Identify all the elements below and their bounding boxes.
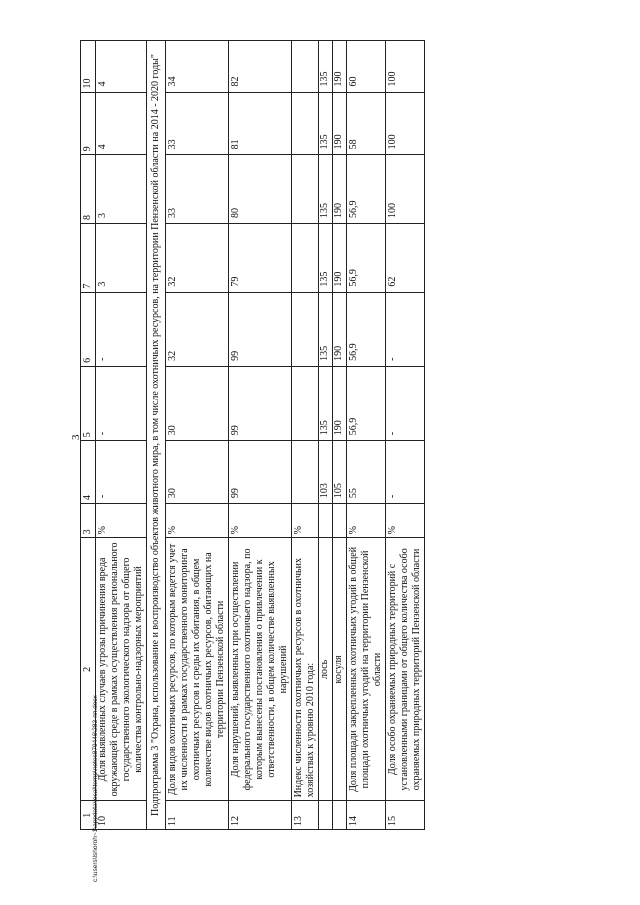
file-path-footer: c:\users\lshoroh~1\appdata\local\temp\notes879446\283-пп.docx <box>92 695 99 882</box>
row-number: 11 <box>166 801 229 830</box>
value-cell: 190 <box>333 224 347 293</box>
value-cell: 103 <box>319 441 333 504</box>
row-number: 14 <box>347 801 386 830</box>
indicator-name: Доля особо охраняемых природных территорий с установленными границами от общего количества особо охраняемых природных территорий Пензенской области <box>386 538 425 801</box>
unit-cell: % <box>96 504 147 538</box>
value-cell: 135 <box>319 155 333 224</box>
col-header-5: 5 <box>81 366 96 440</box>
table-row-10 <box>96 41 147 830</box>
value-cell: 30 <box>166 441 229 504</box>
col-header-6: 6 <box>81 292 96 366</box>
value-cell: - <box>96 441 147 504</box>
row-number: 12 <box>229 801 292 830</box>
table-subrow-roe-deer <box>333 41 347 830</box>
indicator-name: Доля нарушений, выявленных при осуществлении федерального государственного охотничьего надзора, по которым вынесены постановления о привлечении к ответственности, в общем количестве выявленных нарушений <box>229 538 292 801</box>
col-header-1: 1 <box>81 801 96 830</box>
value-cell: 135 <box>319 292 333 366</box>
value-cell: 58 <box>347 92 386 155</box>
indicator-name: Индекс численности охотничьих ресурсов в охотничьих хозяйствах к уровню 2010 года: <box>292 538 319 801</box>
value-cell: 33 <box>166 92 229 155</box>
value-cell: 100 <box>386 92 425 155</box>
value-cell: 82 <box>229 41 292 93</box>
table-row-11 <box>166 41 229 830</box>
value-cell: 105 <box>333 441 347 504</box>
unit-cell: % <box>386 504 425 538</box>
value-cell: 99 <box>229 441 292 504</box>
value-cell: 135 <box>319 92 333 155</box>
col-header-4: 4 <box>81 441 96 504</box>
table-row-13 <box>292 41 319 830</box>
value-cell: 190 <box>333 366 347 440</box>
subprogram-row <box>147 41 166 830</box>
col-header-3: 3 <box>81 504 96 538</box>
table-subrow-moose <box>319 41 333 830</box>
value-cell: 3 <box>96 155 147 224</box>
value-cell: 135 <box>319 224 333 293</box>
value-cell: 99 <box>229 366 292 440</box>
value-cell: 30 <box>166 366 229 440</box>
rotated-page-content <box>80 40 530 830</box>
value-cell: 56,9 <box>347 292 386 366</box>
value-cell: - <box>96 292 147 366</box>
unit-cell: % <box>229 504 292 538</box>
value-cell: 4 <box>96 92 147 155</box>
table-row-15 <box>386 41 425 830</box>
row-number: 15 <box>386 801 425 830</box>
value-cell: 4 <box>96 41 147 93</box>
value-cell: 100 <box>386 155 425 224</box>
value-cell: 100 <box>386 41 425 93</box>
value-cell: 33 <box>166 155 229 224</box>
indicator-name: Доля площади закрепленных охотничьих угодий в общей площади охотничьих угодий на территории Пензенской области <box>347 538 386 801</box>
value-cell: 3 <box>96 224 147 293</box>
col-header-10: 10 <box>81 41 96 93</box>
value-cell: - <box>96 366 147 440</box>
value-cell: 56,9 <box>347 366 386 440</box>
value-cell: 190 <box>333 92 347 155</box>
value-cell: 99 <box>229 292 292 366</box>
value-cell: - <box>386 292 425 366</box>
species-label: лось <box>319 538 333 801</box>
value-cell: 80 <box>229 155 292 224</box>
value-cell: 34 <box>166 41 229 93</box>
unit-cell: % <box>292 504 319 538</box>
table-row-14 <box>347 41 386 830</box>
value-cell: 32 <box>166 224 229 293</box>
page-number: 3 <box>70 434 82 440</box>
indicator-name: Доля выявленных случаев угрозы причинения вреда окружающей среде в рамках осуществления регионального государственного экологического надзора от общего количества контрольно-надзорных мероприятий <box>96 538 147 801</box>
value-cell: 135 <box>319 366 333 440</box>
col-header-8: 8 <box>81 155 96 224</box>
value-cell: - <box>386 366 425 440</box>
row-number: 10 <box>96 801 147 830</box>
value-cell: 60 <box>347 41 386 93</box>
unit-cell: % <box>347 504 386 538</box>
row-number: 13 <box>292 801 319 830</box>
unit-cell: % <box>166 504 229 538</box>
value-cell: 135 <box>319 41 333 93</box>
value-cell: 56,9 <box>347 224 386 293</box>
value-cell: 56,9 <box>347 155 386 224</box>
value-cell: 62 <box>386 224 425 293</box>
value-cell: 32 <box>166 292 229 366</box>
value-cell: - <box>386 441 425 504</box>
col-header-2: 2 <box>81 538 96 801</box>
col-header-9: 9 <box>81 92 96 155</box>
subprogram-title: Подпрограмма 3 "Охрана, использование и воспроизводство объектов животного мира, в том числе охотничьих ресурсов, на территории Пензенской области на 2014 - 2020 годы" <box>147 41 166 830</box>
species-label: косуля <box>333 538 347 801</box>
indicator-name: Доля видов охотничьих ресурсов, по которым ведется учет их численности в рамках государственного мониторинга охотничьих ресурсов и среды их обитания, в общем количестве видов охотничьих ресурсов, обитающих на территории Пензенской области <box>166 538 229 801</box>
value-cell: 55 <box>347 441 386 504</box>
value-cell: 190 <box>333 292 347 366</box>
indicators-table <box>80 40 425 830</box>
value-cell: 190 <box>333 41 347 93</box>
value-cell: 81 <box>229 92 292 155</box>
value-cell: 190 <box>333 155 347 224</box>
table-row-12 <box>229 41 292 830</box>
col-header-7: 7 <box>81 224 96 293</box>
value-cell: 79 <box>229 224 292 293</box>
